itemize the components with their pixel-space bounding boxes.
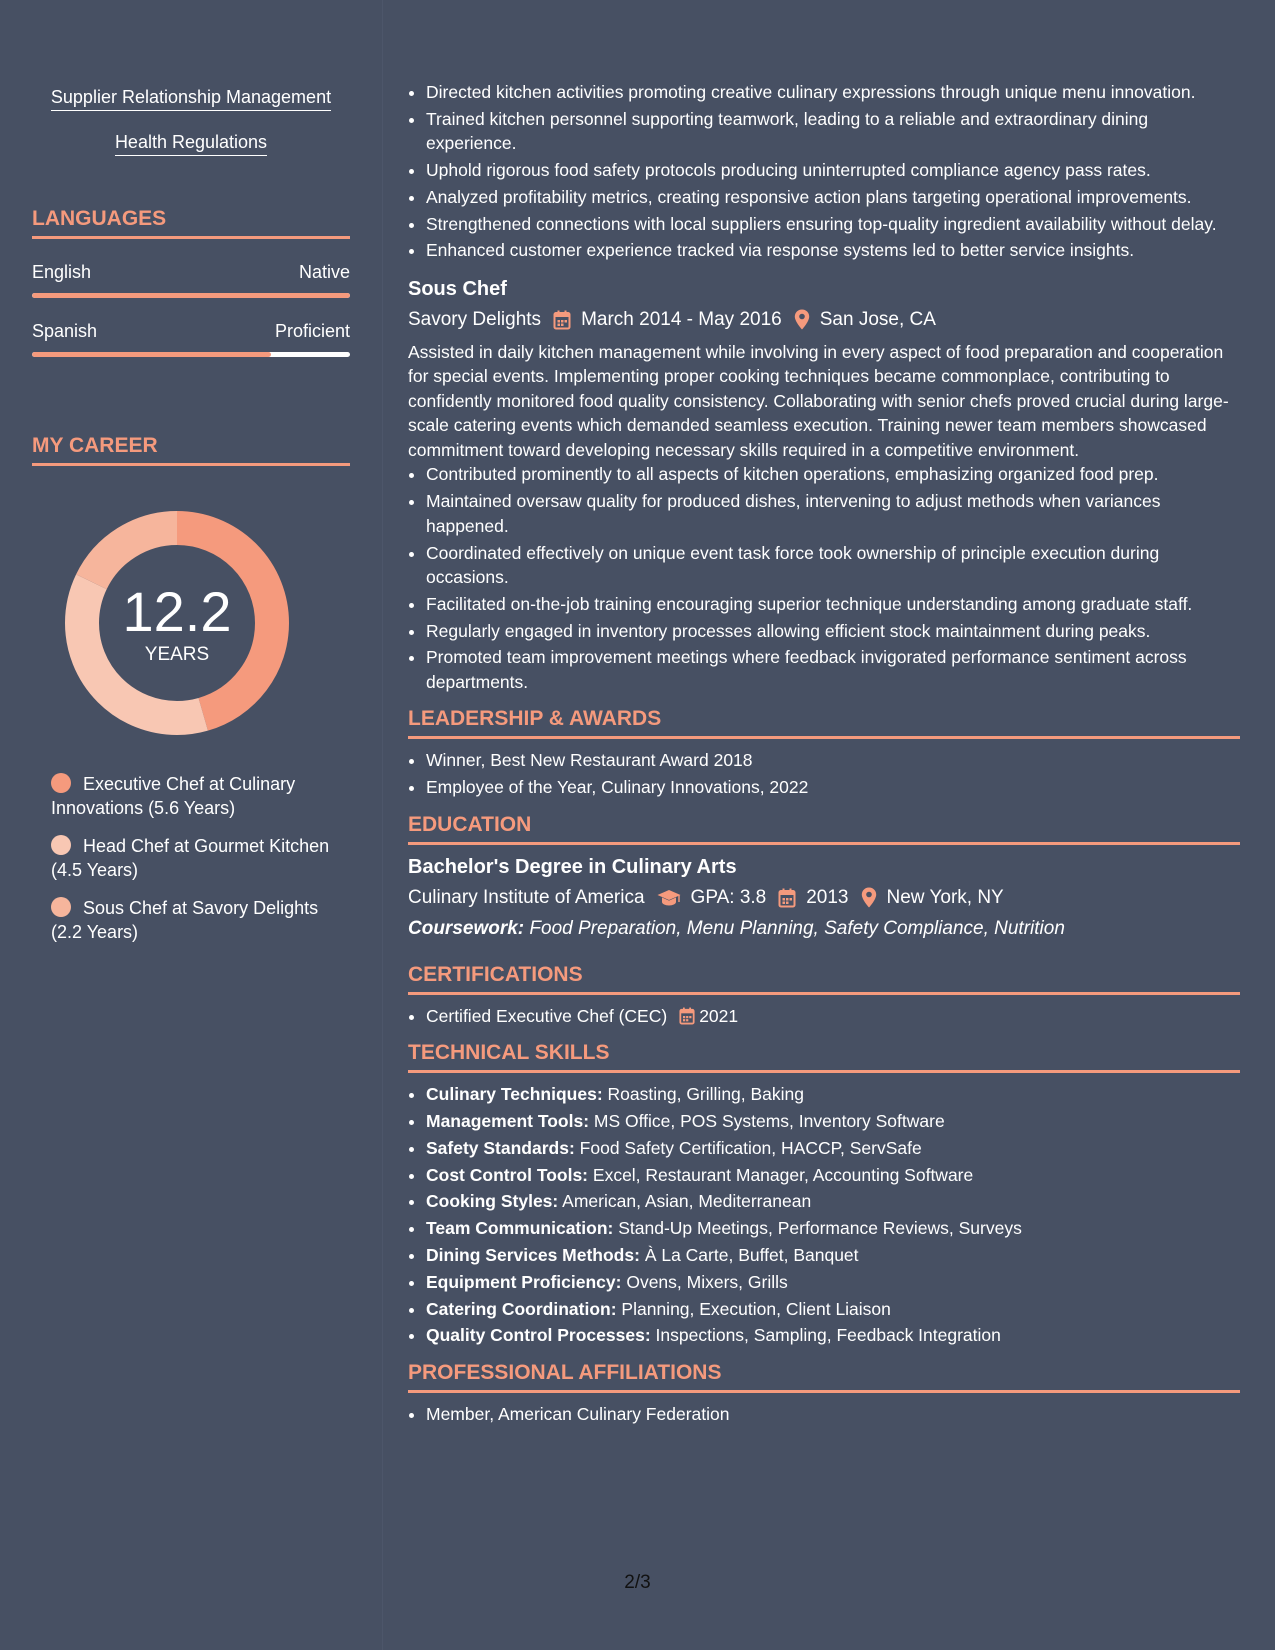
list-item: • Directed kitchen activities promoting creative culinary expressions through unique menu innovation.	[426, 80, 1240, 105]
skill-value: Ovens, Mixers, Grills	[626, 1271, 788, 1292]
location-pin-icon	[794, 309, 810, 330]
skill-label: Equipment Proficiency:	[426, 1271, 622, 1292]
job-location: San Jose, CA	[819, 308, 936, 330]
skill-label: Catering Coordination:	[426, 1298, 617, 1319]
list-item: • Winner, Best New Restaurant Award 2018	[426, 748, 1240, 773]
skill-label: Cooking Styles:	[426, 1191, 559, 1212]
skill-label: Cost Control Tools:	[426, 1164, 589, 1185]
column-divider	[382, 0, 383, 1650]
legend-label: Sous Chef at Savory Delights (2.2 Years)	[51, 898, 319, 942]
degree-title: Bachelor's Degree in Culinary Arts	[408, 855, 737, 878]
list-item	[426, 1243, 1240, 1268]
skill-value: Planning, Execution, Client Liaison	[621, 1298, 891, 1319]
skill-tag: Supplier Relationship Management	[51, 86, 331, 111]
list-item	[426, 1136, 1240, 1161]
languages-heading: LANGUAGES	[32, 206, 350, 239]
graduation-year: 2013	[806, 886, 849, 908]
career-heading: MY CAREER	[32, 433, 350, 466]
legend-dot	[51, 835, 71, 855]
skill-value: American, Asian, Mediterranean	[562, 1191, 812, 1212]
affiliations-heading: PROFESSIONAL AFFILIATIONS	[408, 1360, 1240, 1393]
donut-center	[62, 508, 292, 738]
graduation-cap-icon	[657, 889, 681, 907]
language-bar	[32, 293, 350, 298]
technical-skills-list	[408, 1082, 1240, 1348]
skill-label: Quality Control Processes:	[426, 1325, 651, 1346]
job-title: Sous Chef	[408, 277, 507, 300]
certifications-heading: CERTIFICATIONS	[408, 962, 1240, 995]
list-item	[426, 1163, 1240, 1188]
job-description: Assisted in daily kitchen management while involving in every aspect of food preparation and cooperation for special events. Implementing proper cooking techniques became commonplace, contributing to confidently monitored food quality consistency. Collaborating with senior chefs proved crucial during large-scale catering events which demanded seamless execution. Training newer team members showcased commitment toward developing necessary skills required in a competitive environment.	[408, 341, 1229, 460]
list-item: • Facilitated on-the-job training encouraging superior technique understanding among graduate staff.	[426, 592, 1240, 617]
list-item: • Regularly engaged in inventory processes allowing efficient stock maintainment during peaks.	[426, 619, 1240, 644]
education-heading: EDUCATION	[408, 812, 1240, 845]
language-name: Spanish	[32, 321, 98, 341]
skill-label: Safety Standards:	[426, 1137, 575, 1158]
school-location: New York, NY	[886, 886, 1004, 908]
location-pin-icon	[861, 887, 877, 908]
technical-skills-heading: TECHNICAL SKILLS	[408, 1040, 1240, 1073]
language-entry	[32, 261, 350, 298]
career-donut-chart	[62, 508, 292, 738]
certifications-list	[408, 1004, 1240, 1029]
career-total-years: 12.2	[122, 580, 232, 643]
school-name: Culinary Institute of America	[408, 886, 645, 908]
awards-list	[408, 748, 1240, 799]
language-bar	[32, 352, 350, 357]
list-item	[426, 1189, 1240, 1214]
list-item: • Analyzed profitability metrics, creating responsive action plans targeting operational improvements.	[426, 185, 1240, 210]
skill-value: À La Carte, Buffet, Banquet	[644, 1245, 859, 1266]
awards-heading: LEADERSHIP & AWARDS	[408, 706, 1240, 739]
education-meta	[408, 885, 1240, 911]
list-item	[426, 1297, 1240, 1322]
skill-label: Dining Services Methods:	[426, 1245, 640, 1266]
list-item: • Maintained oversaw quality for produced dishes, intervening to adjust methods when variances happened.	[426, 489, 1240, 538]
certification-name: • Certified Executive Chef (CEC)	[426, 1005, 668, 1026]
language-bar-fill	[32, 293, 350, 298]
list-item	[426, 1270, 1240, 1295]
right-column	[408, 80, 1240, 1429]
career-years-unit: YEARS	[144, 644, 210, 665]
skill-label: Management Tools:	[426, 1111, 590, 1132]
list-item	[426, 1216, 1240, 1241]
skill-value: Food Safety Certification, HACCP, ServSafe	[579, 1137, 922, 1158]
list-item: • Member, American Culinary Federation	[426, 1402, 1240, 1427]
language-level: Native	[298, 262, 350, 282]
skill-label: Team Communication:	[426, 1218, 614, 1239]
gpa: GPA: 3.8	[690, 886, 767, 908]
list-item	[426, 1109, 1240, 1134]
affiliations-list	[408, 1402, 1240, 1427]
skill-tag: Health Regulations	[115, 131, 267, 156]
calendar-icon	[679, 1007, 695, 1025]
calendar-icon	[553, 310, 571, 330]
language-level: Proficient	[274, 321, 350, 341]
job-meta	[408, 307, 1240, 333]
legend-label: Executive Chef at Culinary Innovations (5.6 Years)	[51, 774, 296, 818]
job-dates: March 2014 - May 2016	[581, 308, 782, 330]
legend-item	[51, 772, 341, 820]
list-item: • Uphold rigorous food safety protocols producing uninterrupted compliance agency pass rates.	[426, 158, 1240, 183]
legend-label: Head Chef at Gourmet Kitchen (4.5 Years)	[51, 836, 330, 880]
job-company: Savory Delights	[408, 308, 542, 330]
language-bar-fill	[32, 352, 271, 357]
coursework	[408, 916, 1240, 942]
education-entry	[408, 854, 1240, 942]
career-legend	[51, 772, 341, 944]
skill-value: Roasting, Grilling, Baking	[607, 1084, 805, 1105]
skill-label: Culinary Techniques:	[426, 1084, 603, 1105]
skill-value: Inspections, Sampling, Feedback Integration	[655, 1325, 1001, 1346]
list-item: • Employee of the Year, Culinary Innovations, 2022	[426, 775, 1240, 800]
calendar-icon	[778, 888, 796, 908]
list-item: • Trained kitchen personnel supporting teamwork, leading to a reliable and extraordinary dining experience.	[426, 107, 1240, 156]
page-number: 2/3	[624, 1572, 651, 1593]
list-item: • Enhanced customer experience tracked via response systems led to better service insights.	[426, 238, 1240, 263]
skill-value: MS Office, POS Systems, Inventory Software	[593, 1111, 945, 1132]
skill-value: Excel, Restaurant Manager, Accounting Software	[592, 1164, 974, 1185]
language-name: English	[32, 262, 92, 282]
coursework-list: Food Preparation, Menu Planning, Safety Compliance, Nutrition	[529, 917, 1065, 939]
skill-value: Stand-Up Meetings, Performance Reviews, Surveys	[618, 1218, 1022, 1239]
list-item: • Promoted team improvement meetings where feedback invigorated performance sentiment across departments.	[426, 645, 1240, 694]
legend-item	[51, 834, 341, 882]
list-item: • Coordinated effectively on unique event task force took ownership of principle execution during occasions.	[426, 541, 1240, 590]
legend-item	[51, 896, 341, 944]
list-item: • Contributed prominently to all aspects of kitchen operations, emphasizing organized food prep.	[426, 462, 1240, 487]
legend-dot	[51, 897, 71, 917]
language-entry	[32, 320, 350, 357]
legend-dot	[51, 773, 71, 793]
list-item	[426, 1004, 1240, 1029]
list-item	[426, 1082, 1240, 1107]
list-item	[426, 1323, 1240, 1348]
certification-year: 2021	[699, 1005, 739, 1026]
list-item: • Strengthened connections with local suppliers ensuring top-quality ingredient availability without delay.	[426, 212, 1240, 237]
coursework-label: Coursework:	[408, 917, 525, 939]
job-bullets	[408, 462, 1240, 694]
previous-job-bullets	[408, 80, 1240, 263]
left-column	[32, 86, 350, 958]
